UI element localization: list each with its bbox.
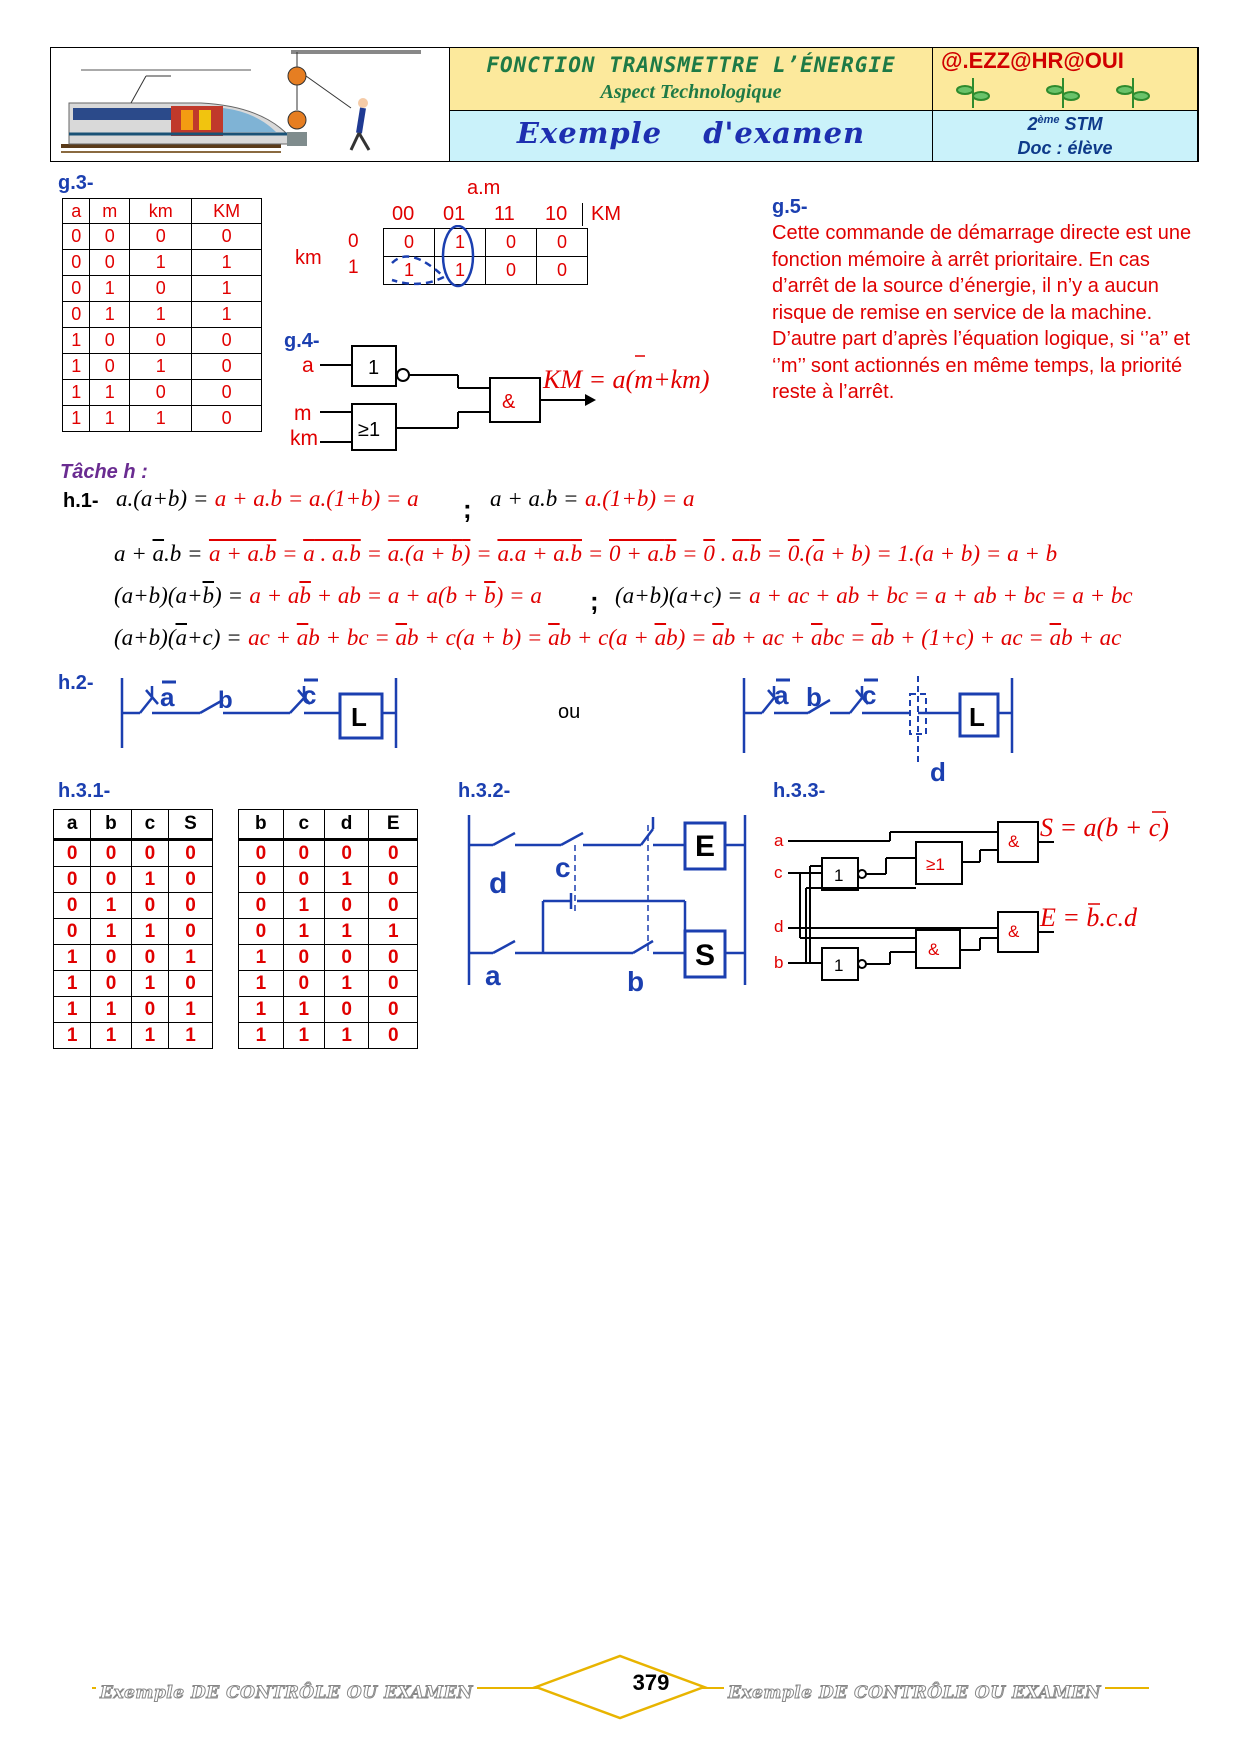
footer-left-text: Exemple DE CONTRÔLE OU EXAMEN: [96, 1683, 477, 1703]
table-E-cell: 0: [324, 997, 369, 1023]
author-text: @.EZZ@HR@OUI: [941, 48, 1124, 73]
table-S-cell: 0: [168, 919, 212, 945]
g3-table-header: a: [63, 199, 90, 224]
g5-label: g.5-: [772, 196, 808, 218]
g3-table-cell: 1: [192, 302, 262, 328]
table-E-cell: 1: [239, 1023, 284, 1049]
h2-label: h.2-: [58, 672, 94, 694]
table-E-cell: 0: [369, 1023, 418, 1049]
h32-contact-a-label: a: [485, 960, 501, 991]
h33-label: h.3.3-: [773, 780, 826, 802]
table-E-cell: 1: [283, 997, 324, 1023]
table-S-cell: 1: [131, 971, 168, 997]
g3-label: g.3-: [58, 172, 94, 194]
g3-table-cell: 0: [130, 224, 192, 250]
h2-contact-b-label: b: [218, 687, 233, 714]
table-S-header: b: [91, 810, 132, 840]
h32-contact-c-label: c: [555, 852, 571, 883]
table-S-cell: 1: [131, 867, 168, 893]
table-S-cell: 0: [91, 867, 132, 893]
kmap-col-header: 01: [443, 203, 466, 225]
table-S-cell: 1: [54, 997, 91, 1023]
table-E-header: c: [283, 810, 324, 840]
h33-input-c: c: [774, 863, 783, 882]
g3-table-cell: 1: [90, 406, 130, 432]
table-S-cell: 0: [131, 840, 168, 867]
g3-table-cell: 1: [90, 302, 130, 328]
table-S-cell: 0: [54, 840, 91, 867]
h33-S-equation: S = a(b + c): [1040, 813, 1169, 842]
header-author-cell: [933, 48, 1198, 111]
table-E-row: [239, 893, 418, 919]
table-S-row: [54, 893, 213, 919]
table-E-cell: 0: [239, 867, 284, 893]
plant-icons: [943, 76, 1193, 110]
table-E-row: [239, 919, 418, 945]
h33-input-d: d: [774, 917, 784, 936]
g3-table-cell: 1: [90, 276, 130, 302]
g3-table-row: [63, 250, 262, 276]
table-E-cell: 1: [239, 997, 284, 1023]
g3-table-cell: 0: [63, 276, 90, 302]
g5-explanation: Cette commande de démarrage directe est une fonction mémoire à arrêt prioritaire. En cas d’arrêt de la source d’énergie, il n’y a aucun risque de remise en service de la machine. D’autre part d’après l’équation logique, si ‘’a’’ et ‘’m’’ sont actionnés en même temps, la priorité reste à l’arrêt.: [772, 222, 1192, 403]
g4-label: g.4-: [284, 330, 320, 352]
table-E-row: [239, 945, 418, 971]
author-logo: [941, 48, 1124, 74]
header-box: [50, 47, 1199, 162]
table-S-cell: 1: [54, 971, 91, 997]
h1-sep-1: ;: [463, 494, 472, 524]
h33-logic-diagram: [770, 800, 1200, 990]
h33-and-gate-1: &: [1008, 832, 1020, 851]
h2b-contact-d-label: d: [930, 757, 946, 787]
table-S-row: [54, 919, 213, 945]
g3-truth-table: [62, 198, 262, 432]
level-label: 2ème STM: [1027, 114, 1103, 134]
g3-table-cell: 0: [130, 276, 192, 302]
h33-not-gate-2: 1: [834, 956, 844, 975]
table-S-cell: 1: [54, 945, 91, 971]
module-title: FONCTION TRANSMETTRE L’ÉNERGIE: [486, 53, 896, 77]
header-exam-cell: [450, 111, 933, 161]
g4-or-gate-label: ≥1: [358, 419, 381, 441]
kmap-col-header: KM: [582, 203, 647, 226]
g3-table-header: KM: [192, 199, 262, 224]
g3-table-cell: 1: [130, 302, 192, 328]
h31-label: h.3.1-: [58, 780, 111, 802]
table-E-header: b: [239, 810, 284, 840]
g3-table-cell: 1: [130, 406, 192, 432]
h1-eq-4: $(a+b)(a+\overline{b}) = a + a\overline{b}$ + ab = $a + a(b + \overline{b}) = a$: [114, 583, 542, 608]
table-S-cell: 1: [91, 919, 132, 945]
kmap-cell: 1: [384, 257, 435, 285]
g3-table-cell: 0: [63, 302, 90, 328]
table-S-row: [54, 840, 213, 867]
table-S-cell: 0: [168, 840, 212, 867]
table-E-cell: 0: [283, 840, 324, 867]
h1-label: h.1-: [63, 490, 99, 512]
g3-table-cell: 1: [63, 380, 90, 406]
table-S-cell: 0: [91, 971, 132, 997]
table-E-cell: 0: [239, 840, 284, 867]
g3-table-cell: 1: [90, 380, 130, 406]
h2-circuit-1: [118, 668, 408, 758]
g3-table-header: km: [130, 199, 192, 224]
table-S-cell: 0: [54, 919, 91, 945]
kmap-cell: 0: [537, 229, 588, 257]
table-E-cell: 1: [283, 1023, 324, 1049]
table-E-cell: 1: [324, 919, 369, 945]
table-E-cell: 0: [324, 840, 369, 867]
table-E-cell: 1: [324, 867, 369, 893]
h32-output-E-label: E: [695, 830, 716, 863]
kmap-col-header: 00: [392, 203, 415, 225]
g3-table-row: [63, 302, 262, 328]
table-S-cell: 0: [131, 997, 168, 1023]
table-E-header: E: [369, 810, 418, 840]
g4-not-gate-label: 1: [368, 357, 380, 379]
g3-table-row: [63, 328, 262, 354]
table-S-cell: 0: [91, 945, 132, 971]
h1-eq-1: a.(a+b) = a + a.b = a.(1+b) = a: [116, 486, 419, 511]
g3-table-cell: 0: [63, 250, 90, 276]
g3-table-row: [63, 354, 262, 380]
table-S-cell: 1: [168, 945, 212, 971]
g3-table-row: [63, 224, 262, 250]
table-E-cell: 0: [369, 867, 418, 893]
h1-sep-2: ;: [590, 586, 599, 616]
kmap-col-header: 10: [545, 203, 568, 225]
h2-contact-a-label: a: [160, 682, 175, 712]
table-E-row: [239, 1023, 418, 1049]
table-S-cell: 0: [91, 840, 132, 867]
table-S-cell: 1: [91, 997, 132, 1023]
train-illustration: [51, 48, 449, 161]
h1-eq-5: (a+b)(a+c) = a + ac + ab + bc = a + ab + bc = a + bc: [615, 583, 1133, 608]
h31-truth-table-E: [238, 809, 418, 1049]
h32-label: h.3.2-: [458, 780, 511, 802]
h2b-contact-c-label: c: [862, 680, 877, 710]
h2-circuit-2: [740, 668, 1020, 788]
table-S-header: c: [131, 810, 168, 840]
h2-contact-c-label: c: [302, 680, 317, 710]
h33-or-gate: ≥1: [926, 855, 945, 874]
g3-table-cell: 0: [63, 224, 90, 250]
exam-title: Exemple d'examen: [516, 116, 866, 150]
g3-table-cell: 0: [192, 380, 262, 406]
table-S-cell: 0: [131, 893, 168, 919]
g4-logic-diagram: [290, 340, 770, 470]
g3-table-cell: 0: [90, 224, 130, 250]
table-S-cell: 0: [54, 893, 91, 919]
g3-table-row: [63, 406, 262, 432]
g3-table-cell: 0: [90, 328, 130, 354]
h33-and-gate-3: &: [1008, 922, 1020, 941]
table-E-cell: 0: [283, 945, 324, 971]
h31-truth-table-S: [53, 809, 213, 1049]
table-S-cell: 1: [131, 919, 168, 945]
table-E-cell: 0: [369, 893, 418, 919]
g4-and-gate-label: &: [502, 391, 516, 413]
page-number: 379: [632, 1670, 670, 1695]
table-E-row: [239, 997, 418, 1023]
kmap-row-label-1: 1: [348, 257, 359, 278]
table-E-row: [239, 867, 418, 893]
table-E-cell: 1: [324, 971, 369, 997]
table-S-cell: 1: [131, 1023, 168, 1049]
g3-table-header: m: [90, 199, 130, 224]
g4-in-a: a: [302, 354, 314, 377]
table-S-cell: 0: [131, 945, 168, 971]
header-illustration: [51, 48, 450, 161]
h32-contact-d-label: d: [489, 867, 508, 900]
h2b-contact-b-label: b: [806, 682, 822, 712]
table-E-row: [239, 971, 418, 997]
h2-lamp-label: L: [351, 702, 367, 732]
table-E-cell: 0: [239, 919, 284, 945]
footer-right-text: Exemple DE CONTRÔLE OU EXAMEN: [724, 1683, 1105, 1703]
g4-equation: KM = a(m+km): [543, 365, 710, 394]
table-E-cell: 0: [369, 945, 418, 971]
h32-contact-b-label: b: [627, 966, 645, 995]
h33-input-b: b: [774, 953, 784, 972]
table-E-cell: 0: [283, 971, 324, 997]
header-doc-cell: [933, 111, 1198, 161]
table-E-cell: 1: [239, 945, 284, 971]
kmap-cell: 0: [486, 257, 537, 285]
g3-table-cell: 1: [63, 354, 90, 380]
g3-table-cell: 0: [130, 380, 192, 406]
g3-table-cell: 1: [192, 276, 262, 302]
table-E-cell: 1: [283, 919, 324, 945]
g3-table-cell: 0: [192, 354, 262, 380]
g3-table-cell: 1: [130, 354, 192, 380]
g3-table-cell: 1: [63, 406, 90, 432]
h2b-contact-a-label: a: [774, 680, 789, 710]
h1-eq-6: $(a+b)(\overline{a}+c)$ = ac + $\overline{a}b$ + bc = $\overline{a}b + c(a + b) = \overline{a}b + c(a + \overline{a}b) = \overline{a}b$ + ac + $\overline{a}bc = \overline{a}b + (1+c)$ + ac = $\overline{a}b$ + ac: [114, 625, 1122, 650]
table-E-row: [239, 840, 418, 867]
table-S-row: [54, 945, 213, 971]
table-S-row: [54, 971, 213, 997]
h32-output-S-label: S: [695, 939, 716, 972]
table-S-cell: 1: [168, 1023, 212, 1049]
g3-table-cell: 1: [130, 250, 192, 276]
h33-E-equation: E = b.c.d: [1040, 903, 1137, 932]
g3-table-cell: 0: [90, 250, 130, 276]
task-h-title: Tâche h :: [60, 461, 148, 483]
table-E-cell: 1: [324, 1023, 369, 1049]
g3-table-row: [63, 276, 262, 302]
g3-table-cell: 0: [90, 354, 130, 380]
kmap-cell: 1: [435, 257, 486, 285]
h33-and-gate-2: &: [928, 940, 940, 959]
kmap-cell: 0: [486, 229, 537, 257]
kmap-col-var: a.m: [467, 177, 501, 199]
table-E-cell: 1: [239, 971, 284, 997]
kmap-cell: 1: [435, 229, 486, 257]
kmap-cell: 0: [537, 257, 588, 285]
g3-table-cell: 0: [130, 328, 192, 354]
h33-not-gate-1: 1: [834, 866, 844, 885]
table-S-cell: 1: [54, 1023, 91, 1049]
kmap-groupings: [380, 225, 490, 290]
h2-or-word: ou: [558, 701, 581, 723]
table-S-row: [54, 1023, 213, 1049]
table-S-header: S: [168, 810, 212, 840]
table-S-cell: 1: [91, 893, 132, 919]
g3-table-cell: 1: [63, 328, 90, 354]
h32-circuit: [463, 805, 751, 995]
table-E-cell: 1: [283, 893, 324, 919]
g3-table-cell: 1: [192, 250, 262, 276]
h2b-lamp-label: L: [969, 702, 985, 732]
table-E-cell: 1: [369, 919, 418, 945]
table-S-cell: 0: [54, 867, 91, 893]
table-S-row: [54, 867, 213, 893]
h1-eq-2: a + a.b = a.(1+b) = a: [490, 486, 695, 511]
table-E-cell: 0: [369, 840, 418, 867]
table-E-header: d: [324, 810, 369, 840]
table-S-cell: 1: [91, 1023, 132, 1049]
table-E-cell: 0: [283, 867, 324, 893]
module-subtitle: Aspect Technologique: [600, 81, 782, 103]
g3-table-cell: 0: [192, 406, 262, 432]
header-title-cell: [450, 48, 933, 111]
kmap-row-var: km: [295, 247, 322, 269]
table-E-cell: 0: [369, 971, 418, 997]
table-S-cell: 0: [168, 971, 212, 997]
h1-eq-3: $a + \overline{a}.b = a + a.b = a$ . a.b = a.(a + b) = a.a + a.b = 0 + a.b = 0 . $a.b = 0.(\overline{a} + b) = 1.(a + b) = a + b$: [114, 541, 1058, 566]
g4-in-km: km: [290, 427, 318, 450]
g3-table-cell: 0: [192, 224, 262, 250]
g4-in-m: m: [294, 402, 312, 425]
h33-input-a: a: [774, 831, 784, 850]
table-S-cell: 0: [168, 867, 212, 893]
table-S-cell: 1: [168, 997, 212, 1023]
table-E-cell: 0: [369, 997, 418, 1023]
g3-table-row: [63, 380, 262, 406]
table-S-row: [54, 997, 213, 1023]
doc-label: Doc : élève: [1017, 138, 1113, 158]
g3-table-cell: 0: [192, 328, 262, 354]
kmap-col-header: 11: [494, 203, 515, 225]
table-E-cell: 0: [324, 945, 369, 971]
table-S-cell: 0: [168, 893, 212, 919]
table-E-cell: 0: [324, 893, 369, 919]
table-S-header: a: [54, 810, 91, 840]
table-E-cell: 0: [239, 893, 284, 919]
kmap-row-label-0: 0: [348, 231, 359, 252]
kmap-cell: 0: [384, 229, 435, 257]
